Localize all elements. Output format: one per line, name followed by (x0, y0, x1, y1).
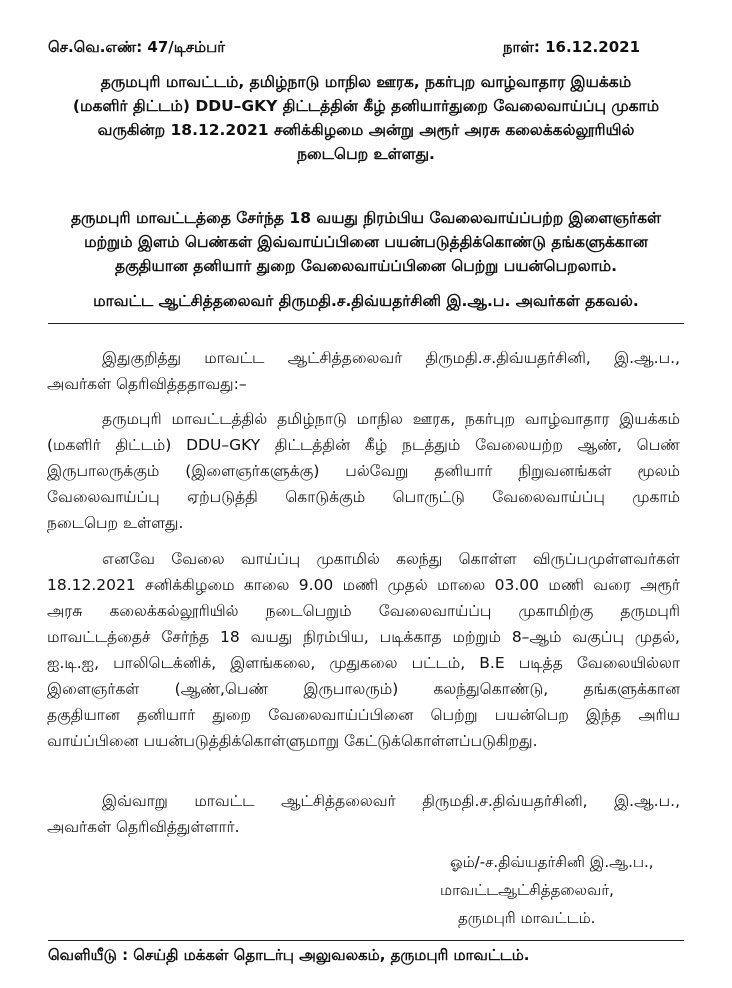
headline (50, 70, 682, 166)
signatory-district: தருமபுரி மாவட்டம். (458, 909, 596, 927)
paragraph-line: இவ்வாறு மாவட்ட ஆட்சித்தலைவர் திருமதி.ச.திவ்யதர்சினி, இ.ஆ.ப., (102, 792, 680, 810)
paragraph-line: அவர்கள் தெரிவித்துள்ளார். (47, 818, 240, 836)
headline-line: (மகளிர் திட்டம்) DDU–GKY திட்டத்தின் கீழ் தனியார்துறை வேலைவாய்ப்பு முகாம் (72, 97, 660, 115)
paragraph-line: 18.12.2021 சனிக்கிழமை காலை 9.00 மணி முதல் மாலை 03.00 மணி வரை அரூர் (47, 576, 680, 594)
subheadline (40, 206, 692, 278)
paragraph-line: ஐ.டி.ஐ, பாலிடெக்னிக், இளங்கலை, முதுகலை பட்டம், B.E படித்த வேலையில்லா (47, 654, 680, 672)
release-date: நாள்: 16.12.2021 (502, 38, 640, 56)
paragraph-line: (மகளிர் திட்டம்) DDU–GKY திட்டத்தின் கீழ் நடத்தும் வேலையற்ற ஆண், பெண் (47, 436, 680, 454)
release-footer: வெளியீடு : செய்தி மக்கள் தொடர்பு அலுவலகம், தருமபுரி மாவட்டம். (48, 946, 530, 964)
paragraph-line: மாவட்டத்தைச் சேர்ந்த 18 வயது நிரம்பிய, படிக்காத மற்றும் 8–ஆம் வகுப்பு முதல், (47, 628, 680, 646)
headline-line: தருமபுரி மாவட்டம், தமிழ்நாடு மாநில ஊரக, நகர்புற வாழ்வாதார இயக்கம் (100, 73, 632, 91)
paragraph-line: அரசு கலைக்கல்லூரியில் நடைபெறும் வேலைவாய்ப்பு முகாமிற்கு தருமபுரி (47, 602, 680, 620)
subheadline-line: தருமபுரி மாவட்டத்தை சேர்ந்த 18 வயது நிரம்பிய வேலைவாய்ப்பற்ற இளைஞர்கள் (70, 209, 662, 227)
paragraph-line: தகுதியான தனியார் துறை வேலைவாய்ப்பினை பெற்று பயன்பெற இந்த அரிய (47, 706, 680, 724)
paragraph-line: வேலைவாய்ப்பு ஏற்படுத்தி கொடுக்கும் பொருட்டு வேலைவாய்ப்பு முகாம் (47, 488, 680, 506)
paragraph-line: இளைஞர்கள் (ஆண்,பெண் இருபாலரும்) கலந்துகொண்டு, தங்களுக்கான (47, 680, 680, 698)
signature-block (440, 848, 654, 932)
signatory-name: ஓம்/-ச.திவ்யதர்சினி இ.ஆ.ப., (450, 853, 654, 871)
paragraph-line: இருபாலருக்கும் (இளைஞர்களுக்கு) பல்வேறு தனியார் நிறுவனங்கள் மூலம் (47, 462, 680, 480)
subheadline-line: தகுதியான தனியார் துறை வேலைவாய்ப்பினை பெற்று பயன்பெறலாம். (114, 257, 618, 275)
paragraph-line: அவர்கள் தெரிவித்ததாவது:– (47, 375, 247, 393)
subheadline-line: மற்றும் இளம் பெண்கள் இவ்வாய்ப்பினை பயன்படுத்திக்கொண்டு தங்களுக்கான (84, 233, 648, 251)
paragraph-line: வாய்ப்பினை பயன்படுத்திக்கொள்ளுமாறு கேட்டுக்கொள்ளப்படுகிறது. (47, 732, 538, 750)
headline-line: நடைபெற உள்ளது. (297, 145, 435, 163)
signatory-title: மாவட்டஆட்சித்தலைவர், (440, 881, 614, 899)
reference-number: செ.வெ.எண்: 47/டிசம்பர் (48, 38, 226, 56)
paragraph-line: இதுகுறித்து மாவட்ட ஆட்சித்தலைவர் திருமதி.ச.திவ்யதர்சினி, இ.ஆ.ப., (102, 349, 680, 367)
collector-information-line: மாவட்ட ஆட்சித்தலைவர் திருமதி.ச.திவ்யதர்சினி இ.ஆ.ப. அவர்கள் தகவல். (93, 292, 639, 310)
divider (48, 323, 684, 324)
paragraph-line: நடைபெற உள்ளது. (47, 514, 184, 532)
body-paragraph-3 (47, 546, 680, 754)
body-paragraph-2 (47, 406, 680, 536)
headline-line: வருகின்ற 18.12.2021 சனிக்கிழமை அன்று அரூர் அரசு கலைக்கல்லூரியில் (97, 121, 635, 139)
header-row (48, 38, 640, 58)
paragraph-line: எனவே வேலை வாய்ப்பு முகாமில் கலந்து கொள்ள விருப்பமுள்ளவர்கள் (102, 550, 680, 568)
body-paragraph-1 (47, 345, 680, 397)
paragraph-line: தருமபுரி மாவட்டத்தில் தமிழ்நாடு மாநில ஊரக, நகர்புற வாழ்வாதார இயக்கம் (102, 410, 680, 428)
divider (48, 940, 684, 941)
body-paragraph-4 (47, 788, 680, 840)
